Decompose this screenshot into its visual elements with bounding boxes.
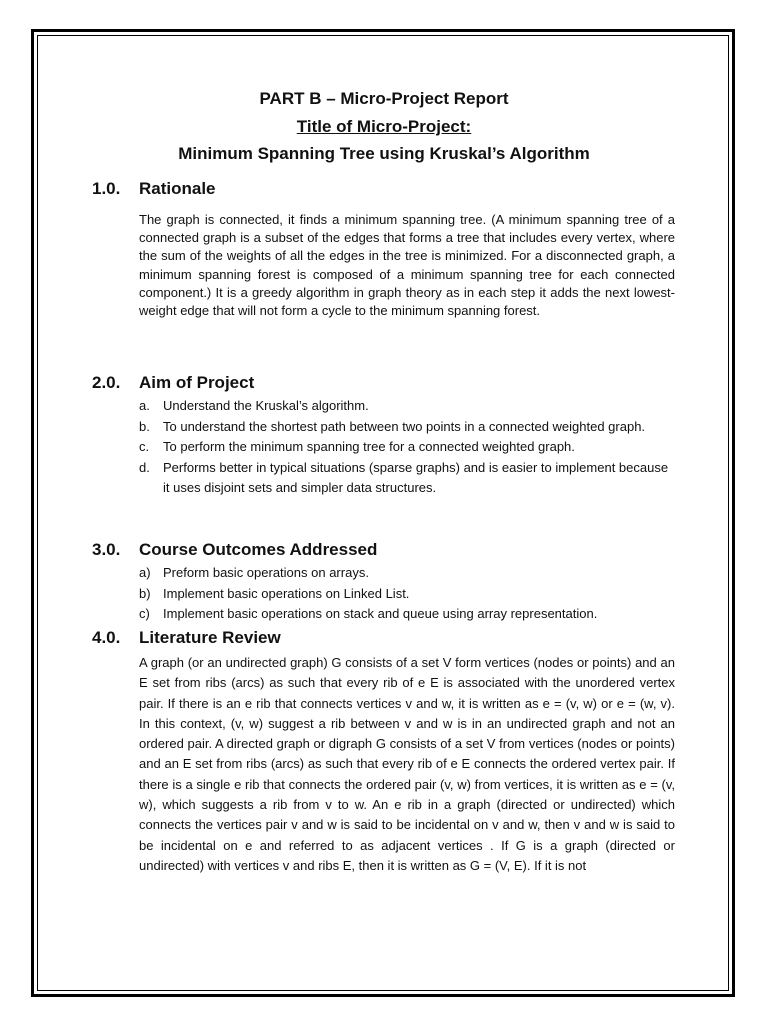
list-marker: a. [139,398,150,413]
section-title: Aim of Project [139,373,255,392]
list-marker: a) [139,565,151,580]
list-item [139,604,675,625]
outcomes-list [139,563,675,625]
section-aim-heading [92,373,254,393]
list-text: To understand the shortest path between two points in a connected weighted graph. [163,418,646,434]
section-title: Course Outcomes Addressed [139,540,378,559]
title-label: Title of Micro-Project: [296,117,472,136]
list-marker: c. [139,439,150,454]
section-number: 2.0. [92,373,121,392]
aim-list [139,396,675,499]
section-title: Literature Review [139,628,281,647]
list-marker: c) [139,606,150,621]
list-text: Implement basic operations on stack and queue using array representation. [163,606,598,621]
list-text: Understand the Kruskal’s algorithm. [163,398,369,413]
section-number: 1.0. [92,179,121,198]
list-item [139,563,675,584]
section-outcomes-heading [92,540,377,560]
project-title: Minimum Spanning Tree using Kruskal’s Algorithm [178,144,590,163]
list-item [139,417,675,438]
list-item [139,584,675,605]
section-literature-heading [92,628,281,648]
list-item [139,458,675,499]
list-marker: b. [139,418,150,434]
list-text: Performs better in typical situations (sparse graphs) and is easier to implement because it uses disjoint sets and simpler data structures. [163,459,669,495]
list-text: Preform basic operations on arrays. [163,565,369,580]
list-item [139,396,675,417]
report-heading: PART B – Micro-Project Report [259,89,509,108]
rationale-paragraph: The graph is connected, it finds a minimum spanning tree. (A minimum spanning tree of a connected graph is a subset of the edges that forms a tree that includes every vertex, where the sum of the weights of all the edges in the tree is minimized. For a disconnected graph, a minimum spanning forest is composed of a minimum spanning tree for each connected component.) It is a greedy algorithm in graph theory as in each step it adds the next lowest-weight edge that will not form a cycle to the minimum spanning forest. [139,212,675,319]
list-text: Implement basic operations on Linked List. [163,585,410,601]
list-text: To perform the minimum spanning tree for a connected weighted graph. [163,439,575,454]
literature-paragraph: A graph (or an undirected graph) G consists of a set V form vertices (nodes or points) and an E set from ribs (arcs) as such that every rib of e E is associated with the unordered vertex pair. If there is an e rib that connects vertices v and w, it is written as e = (v, w) or e = (w, v). In this context, (v, w) suggest a rib between v and w is in an undirected graph and not an ordered pair. A directed graph or digraph G consists of a set V from vertices (nodes or points) and an E set from ribs (arcs) as such that every rib of e E connects the ordered vertex pair. If there is a single e rib that connects the ordered pair (v, w) from vertices, it is written as e = (v, w), which suggests a rib from v to w. An e rib in a graph (directed or undirected) which connects the vertices pair v and w is said to be incidental on v and w, then v and w is said to be incidental on e and referred to as adjacent vertices . If G is a graph (directed or undirected) with vertices v and ribs E, then it is written as G = (V, E). If it is not [139,655,675,873]
list-item [139,437,675,458]
section-title: Rationale [139,179,216,198]
list-marker: b) [139,585,151,601]
section-number: 3.0. [92,540,121,559]
section-rationale-heading [92,179,216,199]
section-number: 4.0. [92,628,121,647]
list-marker: d. [139,459,150,475]
